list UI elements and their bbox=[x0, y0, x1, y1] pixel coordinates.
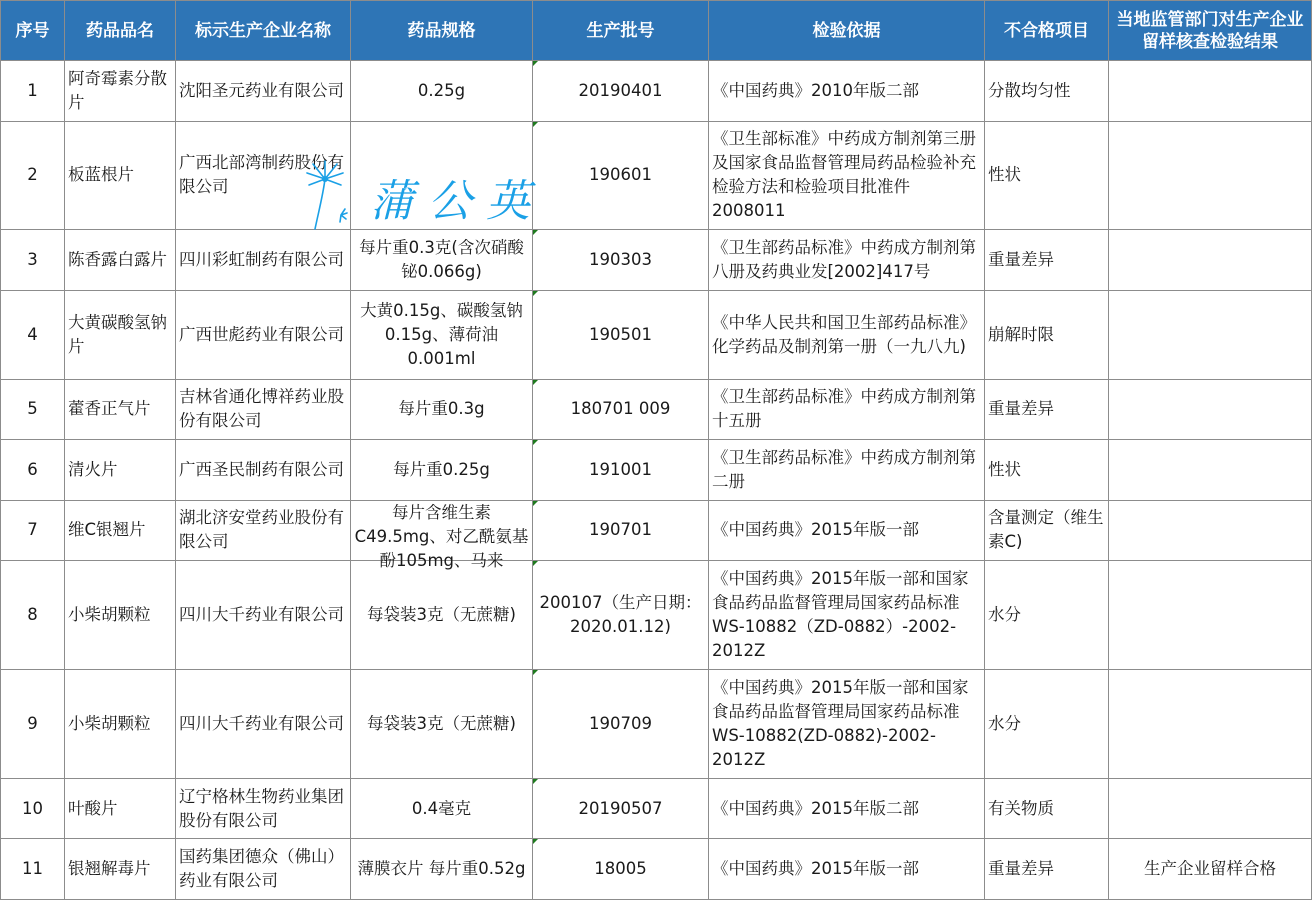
cell-drug-name: 阿奇霉素分散片 bbox=[65, 61, 176, 122]
cell-manufacturer: 国药集团德众（佛山）药业有限公司 bbox=[176, 839, 351, 900]
cell-drug-name: 板蓝根片 bbox=[65, 121, 176, 230]
cell-no: 3 bbox=[1, 230, 65, 291]
cell-manufacturer: 沈阳圣元药业有限公司 bbox=[176, 61, 351, 122]
table-row bbox=[1, 500, 1312, 561]
cell-no: 9 bbox=[1, 670, 65, 779]
cell-failed-item: 有关物质 bbox=[985, 778, 1109, 839]
cell-failed-item: 性状 bbox=[985, 440, 1109, 501]
table-row bbox=[1, 61, 1312, 122]
cell-failed-item: 崩解时限 bbox=[985, 290, 1109, 379]
cell-manufacturer: 广西北部湾制药股份有限公司 bbox=[176, 121, 351, 230]
cell-no: 6 bbox=[1, 440, 65, 501]
cell-spec: 每片重0.3g bbox=[351, 379, 533, 440]
table-row bbox=[1, 290, 1312, 379]
cell-spec: 大黄0.15g、碳酸氢钠0.15g、薄荷油0.001ml bbox=[351, 290, 533, 379]
cell-manufacturer: 广西圣民制药有限公司 bbox=[176, 440, 351, 501]
cell-spec bbox=[351, 121, 533, 230]
table-row bbox=[1, 778, 1312, 839]
header-batch: 生产批号 bbox=[533, 1, 709, 61]
cell-failed-item: 分散均匀性 bbox=[985, 61, 1109, 122]
cell-spec: 每袋装3克（无蔗糖) bbox=[351, 561, 533, 670]
cell-basis: 《中国药典》2015年版二部 bbox=[709, 778, 985, 839]
cell-basis: 《卫生部药品标准》中药成方制剂第十五册 bbox=[709, 379, 985, 440]
cell-retest-result bbox=[1109, 121, 1312, 230]
table-row bbox=[1, 379, 1312, 440]
cell-manufacturer: 辽宁格林生物药业集团股份有限公司 bbox=[176, 778, 351, 839]
cell-manufacturer: 吉林省通化博祥药业股份有限公司 bbox=[176, 379, 351, 440]
cell-basis: 《中华人民共和国卫生部药品标准》化学药品及制剂第一册（一九八九) bbox=[709, 290, 985, 379]
table-row bbox=[1, 440, 1312, 501]
cell-no: 5 bbox=[1, 379, 65, 440]
header-spec: 药品规格 bbox=[351, 1, 533, 61]
cell-basis: 《中国药典》2015年版一部和国家食品药品监督管理局国家药品标准WS-10882(ZD-0882)-2002-2012Z bbox=[709, 670, 985, 779]
cell-spec: 每片重0.25g bbox=[351, 440, 533, 501]
header-no: 序号 bbox=[1, 1, 65, 61]
cell-failed-item: 重量差异 bbox=[985, 230, 1109, 291]
cell-retest-result bbox=[1109, 230, 1312, 291]
cell-spec: 每片重0.3克(含次硝酸铋0.066g) bbox=[351, 230, 533, 291]
cell-spec: 0.25g bbox=[351, 61, 533, 122]
cell-failed-item: 性状 bbox=[985, 121, 1109, 230]
cell-manufacturer: 四川大千药业有限公司 bbox=[176, 561, 351, 670]
table-row bbox=[1, 121, 1312, 230]
cell-spec: 0.4毫克 bbox=[351, 778, 533, 839]
cell-batch: 190303 bbox=[533, 230, 709, 291]
cell-basis: 《卫生部标准》中药成方制剂第三册及国家食品监督管理局药品检验补充检验方法和检验项目批准件2008011 bbox=[709, 121, 985, 230]
cell-failed-item: 重量差异 bbox=[985, 839, 1109, 900]
cell-retest-result bbox=[1109, 379, 1312, 440]
cell-spec: 每袋装3克（无蔗糖) bbox=[351, 670, 533, 779]
cell-failed-item: 水分 bbox=[985, 670, 1109, 779]
cell-basis: 《中国药典》2015年版一部和国家食品药品监督管理局国家药品标准WS-10882（ZD-0882）-2002-2012Z bbox=[709, 561, 985, 670]
cell-failed-item: 含量测定（维生素C) bbox=[985, 500, 1109, 561]
cell-drug-name: 藿香正气片 bbox=[65, 379, 176, 440]
cell-basis: 《卫生部药品标准》中药成方制剂第二册 bbox=[709, 440, 985, 501]
cell-retest-result: 生产企业留样合格 bbox=[1109, 839, 1312, 900]
table-row bbox=[1, 670, 1312, 779]
cell-retest-result bbox=[1109, 290, 1312, 379]
cell-retest-result bbox=[1109, 440, 1312, 501]
header-row bbox=[1, 1, 1312, 61]
header-drug-name: 药品品名 bbox=[65, 1, 176, 61]
cell-spec: 薄膜衣片 每片重0.52g bbox=[351, 839, 533, 900]
cell-no: 11 bbox=[1, 839, 65, 900]
cell-drug-name: 大黄碳酸氢钠片 bbox=[65, 290, 176, 379]
cell-drug-name: 清火片 bbox=[65, 440, 176, 501]
cell-basis: 《中国药典》2015年版一部 bbox=[709, 500, 985, 561]
cell-spec-text: 每片含维生素C49.5mg、对乙酰氨基酚105mg、马来 bbox=[354, 503, 529, 571]
cell-no: 7 bbox=[1, 500, 65, 561]
cell-manufacturer: 四川大千药业有限公司 bbox=[176, 670, 351, 779]
cell-batch: 190601 bbox=[533, 121, 709, 230]
cell-no: 4 bbox=[1, 290, 65, 379]
cell-failed-item: 重量差异 bbox=[985, 379, 1109, 440]
cell-batch: 190709 bbox=[533, 670, 709, 779]
table-row bbox=[1, 839, 1312, 900]
cell-drug-name: 小柴胡颗粒 bbox=[65, 670, 176, 779]
cell-drug-name: 银翘解毒片 bbox=[65, 839, 176, 900]
cell-drug-name: 陈香露白露片 bbox=[65, 230, 176, 291]
cell-batch: 180701 009 bbox=[533, 379, 709, 440]
cell-retest-result bbox=[1109, 670, 1312, 779]
header-retest-result: 当地监管部门对生产企业留样核查检验结果 bbox=[1109, 1, 1312, 61]
cell-no: 1 bbox=[1, 61, 65, 122]
cell-spec bbox=[351, 500, 533, 571]
cell-failed-item: 水分 bbox=[985, 561, 1109, 670]
watermark-text: 蒲公英 bbox=[370, 176, 544, 227]
cell-basis: 《中国药典》2010年版二部 bbox=[709, 61, 985, 122]
cell-manufacturer: 广西世彪药业有限公司 bbox=[176, 290, 351, 379]
header-failed-item: 不合格项目 bbox=[985, 1, 1109, 61]
cell-retest-result bbox=[1109, 61, 1312, 122]
cell-drug-name: 维C银翘片 bbox=[65, 500, 176, 561]
table-row bbox=[1, 561, 1312, 670]
cell-batch: 190501 bbox=[533, 290, 709, 379]
cell-manufacturer: 湖北济安堂药业股份有限公司 bbox=[176, 500, 351, 561]
cell-batch: 20190507 bbox=[533, 778, 709, 839]
cell-retest-result bbox=[1109, 500, 1312, 561]
cell-batch: 200107（生产日期：2020.01.12) bbox=[533, 561, 709, 670]
cell-batch: 18005 bbox=[533, 839, 709, 900]
cell-batch: 20190401 bbox=[533, 61, 709, 122]
cell-no: 10 bbox=[1, 778, 65, 839]
header-manufacturer: 标示生产企业名称 bbox=[176, 1, 351, 61]
cell-retest-result bbox=[1109, 778, 1312, 839]
cell-drug-name: 小柴胡颗粒 bbox=[65, 561, 176, 670]
cell-no: 2 bbox=[1, 121, 65, 230]
header-basis: 检验依据 bbox=[709, 1, 985, 61]
cell-drug-name: 叶酸片 bbox=[65, 778, 176, 839]
cell-manufacturer: 四川彩虹制药有限公司 bbox=[176, 230, 351, 291]
cell-basis: 《卫生部药品标准》中药成方制剂第八册及药典业发[2002]417号 bbox=[709, 230, 985, 291]
cell-batch: 190701 bbox=[533, 500, 709, 561]
cell-retest-result bbox=[1109, 561, 1312, 670]
cell-no: 8 bbox=[1, 561, 65, 670]
table-row bbox=[1, 230, 1312, 291]
cell-batch: 191001 bbox=[533, 440, 709, 501]
cell-basis: 《中国药典》2015年版一部 bbox=[709, 839, 985, 900]
